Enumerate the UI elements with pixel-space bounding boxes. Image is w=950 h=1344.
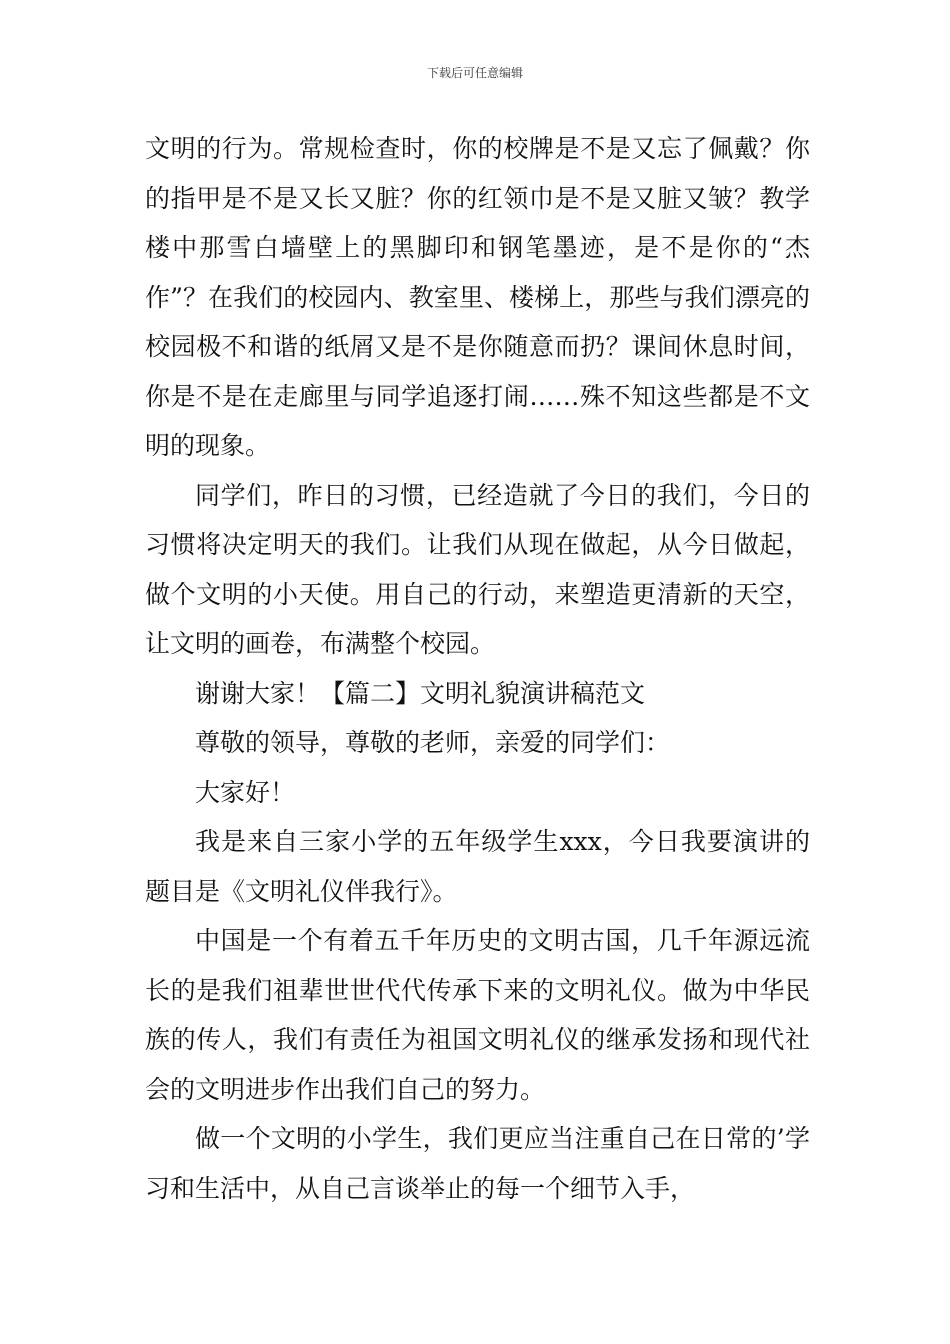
paragraph-4-salutation: 尊敬的领导，尊敬的老师，亲爱的同学们： (195, 728, 671, 757)
paragraph-7: 中国是一个有着五千年历史的文明古国，几千年源远流长的是我们祖辈世世代代传承下来的文明礼仪。做为中华民族的传人，我们有责任为祖国文明礼仪的继承发扬和现代社会的文明进步作出我们自己的努力。 (145, 926, 810, 1104)
page-header: 下载后可任意编辑 (426, 66, 523, 80)
paragraph-1: 文明的行为。常规检查时，你的校牌是不是又忘了佩戴？你的指甲是不是又长又脏？你的红领巾是不是又脏又皱？教学楼中那雪白墙壁上的黑脚印和钢笔墨迹，是不是你的“杰作”？在我们的校园内、教室里、楼梯上，那些与我们漂亮的校园极不和谐的纸屑又是不是你随意而扔？课间休息时间，你是不是在走廊里与同学追逐打闹……殊不知这些都是不文明的现象。 (145, 134, 810, 460)
document-body (145, 124, 810, 1213)
paragraph-8: 做一个文明的小学生，我们更应当注重自己在日常的’学习和生活中，从自己言谈举止的每一个细节入手， (145, 1124, 810, 1203)
paragraph-5-greeting: 大家好！ (195, 777, 296, 807)
paragraph-3-section-title: 谢谢大家！【篇二】文明礼貌演讲稿范文 (195, 678, 646, 708)
paragraph-2: 同学们，昨日的习惯，已经造就了今日的我们，今日的习惯将决定明天的我们。让我们从现在做起，从今日做起，做个文明的小天使。用自己的行动，来塑造更清新的天空，让文明的画卷，布满整个校园。 (145, 480, 810, 658)
paragraph-6: 我是来自三家小学的五年级学生xxx，今日我要演讲的题目是《文明礼仪伴我行》。 (145, 827, 810, 906)
